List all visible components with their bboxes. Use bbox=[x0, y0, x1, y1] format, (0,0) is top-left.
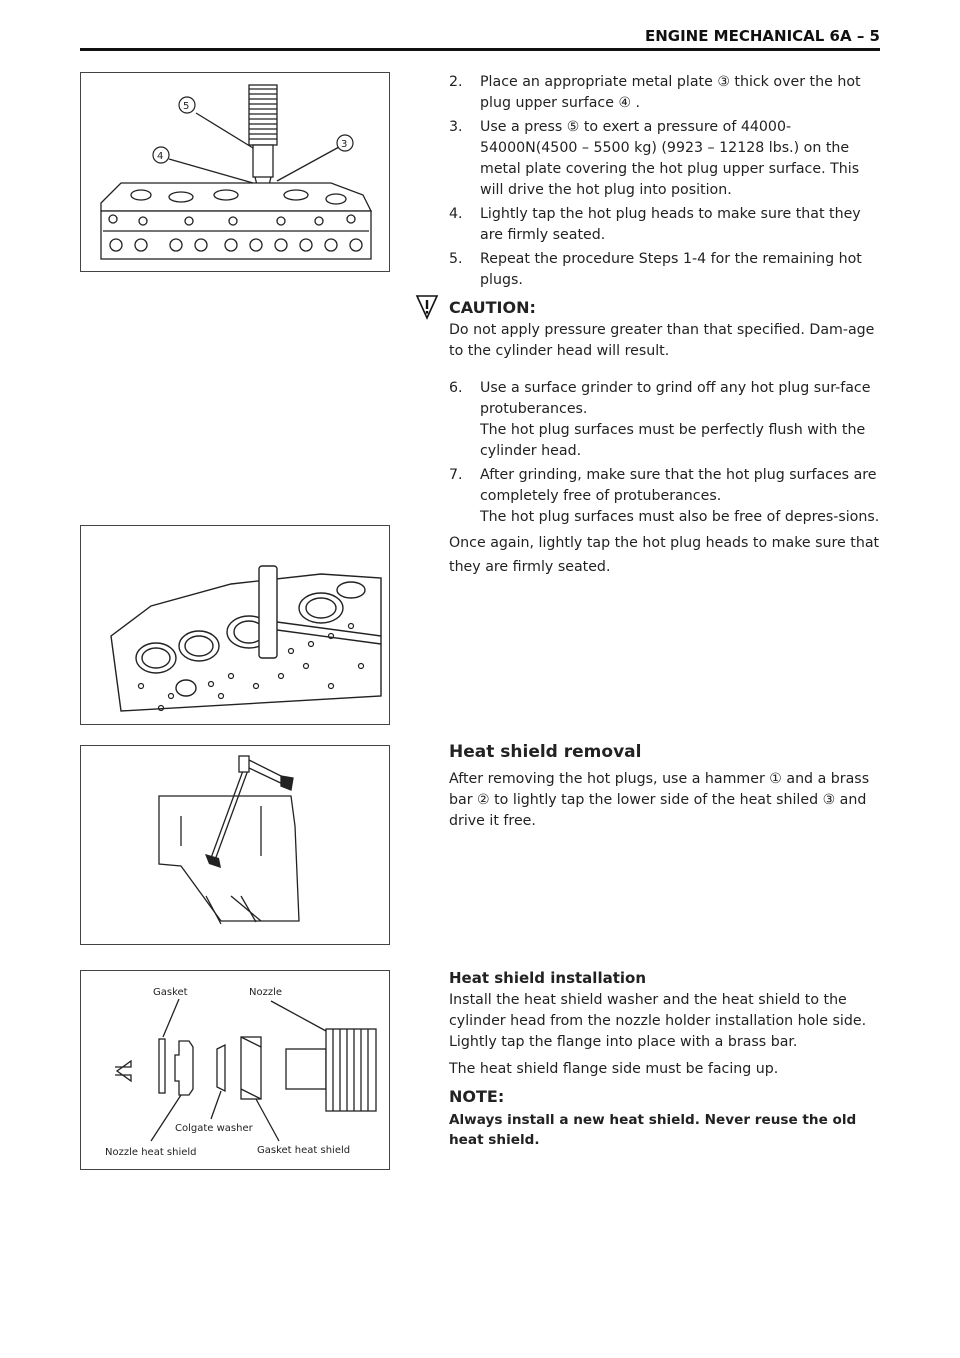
step-text: The hot plug surfaces must also be free of depres-sions. bbox=[480, 509, 880, 525]
note-heading: NOTE: bbox=[449, 1087, 505, 1106]
step-6 bbox=[449, 378, 885, 462]
text-column-top bbox=[449, 72, 885, 583]
step-5 bbox=[449, 249, 885, 291]
step-text: to exert a pressure of 44000-54000N(4500 – 5500 kg) (9923 – 12128 lbs.) on the metal plate covering the hot plug upper surface. This will drive the hot plug into position. bbox=[480, 119, 860, 198]
label-nozzle-heat-shield: Nozzle heat shield bbox=[105, 1147, 197, 1158]
heat-shield-removal-illustration bbox=[81, 746, 389, 944]
step-number: 6. bbox=[449, 380, 463, 396]
step-number: 5. bbox=[449, 251, 463, 267]
caution-title: CAUTION: bbox=[449, 298, 536, 317]
tap-hot-plug-illustration bbox=[81, 526, 389, 724]
steps-list-b bbox=[449, 378, 885, 528]
callout-3-label: 3 bbox=[341, 139, 348, 150]
caution-heading bbox=[449, 297, 885, 318]
ref-circled: ③ bbox=[717, 74, 730, 90]
figure-heat-shield-installation bbox=[80, 970, 390, 1170]
figure-hot-plug-press bbox=[80, 72, 390, 272]
header-rule bbox=[80, 48, 880, 51]
section-heat-shield-removal bbox=[449, 742, 885, 836]
page-header-title: ENGINE MECHANICAL 6A – 5 bbox=[644, 27, 880, 45]
step-text: After grinding, make sure that the hot plug surfaces are completely free of protuberances. bbox=[480, 467, 877, 504]
once-again-text: Once again, lightly tap the hot plug heads to make sure that they are firmly seated. bbox=[449, 535, 880, 575]
ref-circled: ② bbox=[477, 792, 490, 808]
hot-plug-press-illustration bbox=[81, 73, 389, 271]
steps-list-a bbox=[449, 72, 885, 291]
ref-circled: ③ bbox=[822, 792, 836, 808]
step-text: Repeat the procedure Steps 1-4 for the remaining hot plugs. bbox=[480, 251, 862, 288]
step-text: thick over the hot plug upper surface bbox=[480, 74, 861, 111]
ref-circled: ⑤ bbox=[566, 119, 580, 135]
note-body: Always install a new heat shield. Never reuse the old heat shield. bbox=[449, 1112, 857, 1148]
step-text: Place an appropriate metal plate bbox=[480, 74, 718, 90]
callout-4-label: 4 bbox=[157, 151, 164, 162]
removal-text: and drive it free. bbox=[449, 792, 867, 829]
ref-circled: ④ bbox=[618, 95, 632, 111]
removal-title: Heat shield removal bbox=[449, 742, 642, 762]
caution-body: Do not apply pressure greater than that specified. Dam-age to the cylinder head will result. bbox=[449, 322, 875, 359]
ref-circled: ① bbox=[769, 771, 782, 787]
section-heat-shield-installation bbox=[449, 968, 885, 1154]
step-number: 3. bbox=[449, 119, 463, 135]
figure-heat-shield-removal bbox=[80, 745, 390, 945]
step-number: 4. bbox=[449, 206, 463, 222]
step-number: 2. bbox=[449, 74, 463, 90]
heat-shield-installation-illustration bbox=[81, 971, 389, 1169]
removal-text: to lightly tap the lower side of the heat shiled bbox=[489, 792, 823, 808]
step-7 bbox=[449, 465, 885, 528]
label-gasket-heat-shield: Gasket heat shield bbox=[257, 1145, 351, 1156]
step-3 bbox=[449, 117, 885, 201]
step-text: The hot plug surfaces must be perfectly flush with the cylinder head. bbox=[480, 422, 866, 459]
installation-title: Heat shield installation bbox=[449, 969, 647, 987]
step-text: Use a surface grinder to grind off any hot plug sur-face protuberances. bbox=[480, 380, 871, 417]
step-2 bbox=[449, 72, 885, 114]
step-number: 7. bbox=[449, 467, 463, 483]
removal-text: and a brass bar bbox=[449, 771, 870, 808]
label-gasket: Gasket bbox=[153, 987, 188, 998]
removal-text: After removing the hot plugs, use a hammer bbox=[449, 771, 770, 787]
step-4 bbox=[449, 204, 885, 246]
label-colgate-washer: Colgate washer bbox=[175, 1123, 253, 1134]
installation-flange-note: The heat shield flange side must be facing up. bbox=[449, 1061, 779, 1077]
step-text: . bbox=[631, 95, 641, 111]
caution-icon bbox=[415, 294, 439, 320]
installation-body: Install the heat shield washer and the heat shield to the cylinder head from the nozzle holder installation hole side. Lightly tap the flange into place with a brass bar. bbox=[449, 992, 867, 1050]
callout-5-label: 5 bbox=[183, 101, 190, 112]
removal-body bbox=[449, 769, 885, 832]
step-text: Use a press bbox=[480, 119, 567, 135]
label-nozzle: Nozzle bbox=[249, 987, 283, 998]
figure-tap-hot-plug bbox=[80, 525, 390, 725]
step-text: Lightly tap the hot plug heads to make sure that they are firmly seated. bbox=[480, 206, 861, 243]
